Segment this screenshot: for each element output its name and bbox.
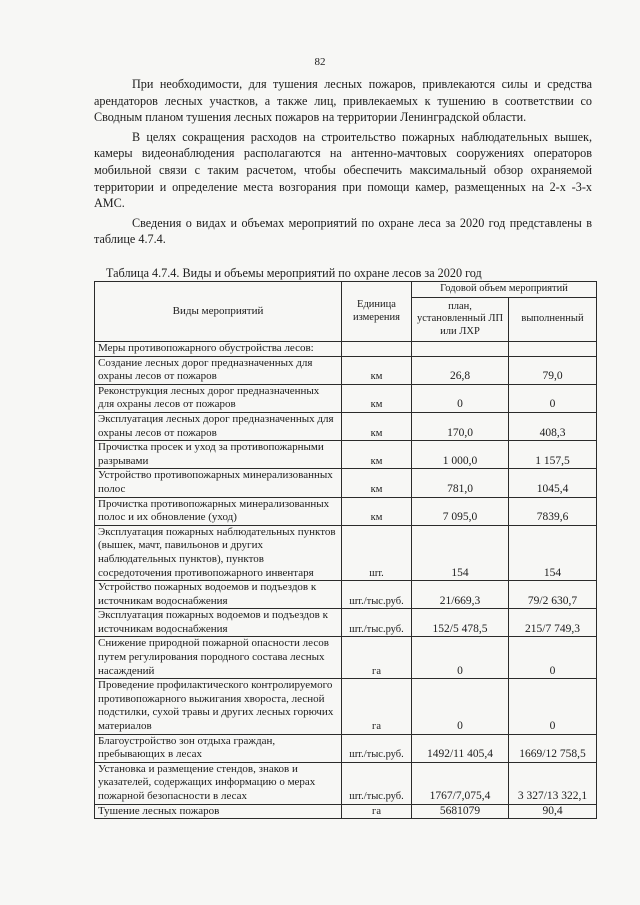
body-text bbox=[94, 76, 592, 251]
activity-name: Прочистка противопожарных минерализованных полос и их обновление (уход) bbox=[95, 497, 342, 525]
plan-value: 5681079 bbox=[412, 804, 509, 819]
unit-cell: шт./тыс.руб. bbox=[342, 581, 412, 609]
activity-name: Снижение природной пожарной опасности лесов путем регулирования породного состава лесных насаждений bbox=[95, 637, 342, 679]
activity-name: Установка и размещение стендов, знаков и указателей, содержащих информацию о мерах пожарной безопасности в лесах bbox=[95, 762, 342, 804]
unit-cell: га bbox=[342, 637, 412, 679]
plan-value: 170,0 bbox=[412, 412, 509, 440]
paragraph: Сведения о видах и объемах мероприятий по охране леса за 2020 год представлены в таблице 4.7.4. bbox=[94, 215, 592, 247]
header-unit: Единица измерения bbox=[342, 282, 412, 342]
table-body bbox=[95, 342, 597, 819]
unit-cell: км bbox=[342, 497, 412, 525]
unit-cell: га bbox=[342, 679, 412, 734]
table-row bbox=[95, 679, 597, 734]
done-value: 154 bbox=[509, 525, 597, 580]
unit-cell: шт./тыс.руб. bbox=[342, 609, 412, 637]
done-value: 7839,6 bbox=[509, 497, 597, 525]
activity-name: Реконструкция лесных дорог предназначенных для охраны лесов от пожаров bbox=[95, 384, 342, 412]
measures-table bbox=[94, 281, 597, 819]
activity-name: Проведение профилактического контролируемого противопожарного выжигания хвороста, лесной подстилки, сухой травы и других лесных горючих материалов bbox=[95, 679, 342, 734]
unit-cell: км bbox=[342, 469, 412, 497]
table-caption: Таблица 4.7.4. Виды и объемы мероприятий по охране лесов за 2020 год bbox=[106, 266, 482, 280]
table-row bbox=[95, 497, 597, 525]
plan-value: 1492/11 405,4 bbox=[412, 734, 509, 762]
table-row bbox=[95, 637, 597, 679]
unit-cell: км bbox=[342, 384, 412, 412]
table-row bbox=[95, 609, 597, 637]
header-plan: план, установленный ЛП или ЛХР bbox=[412, 298, 509, 342]
table-row bbox=[95, 441, 597, 469]
plan-value: 0 bbox=[412, 679, 509, 734]
unit-cell: га bbox=[342, 804, 412, 819]
unit-cell: км bbox=[342, 412, 412, 440]
table-row bbox=[95, 356, 597, 384]
activity-name: Эксплуатация лесных дорог предназначенных для охраны лесов от пожаров bbox=[95, 412, 342, 440]
done-value: 0 bbox=[509, 637, 597, 679]
plan-value: 7 095,0 bbox=[412, 497, 509, 525]
done-value: 408,3 bbox=[509, 412, 597, 440]
done-value: 79/2 630,7 bbox=[509, 581, 597, 609]
plan-value: 0 bbox=[412, 384, 509, 412]
done-value: 79,0 bbox=[509, 356, 597, 384]
table-row bbox=[95, 412, 597, 440]
activity-name: Тушение лесных пожаров bbox=[95, 804, 342, 819]
paragraph: При необходимости, для тушения лесных пожаров, привлекаются силы и средства арендаторов лесных участков, а также лиц, привлекаемых к тушению в соответствии со Сводным планом тушения лесных пожаров на территории Ленинградской области. bbox=[94, 77, 592, 125]
table-row bbox=[95, 469, 597, 497]
section-title: Меры противопожарного обустройства лесов: bbox=[95, 342, 342, 357]
page-number: 82 bbox=[314, 56, 326, 68]
done-value: 1045,4 bbox=[509, 469, 597, 497]
header-done: выполненный bbox=[509, 298, 597, 342]
activity-name: Эксплуатация пожарных наблюдательных пунктов (вышек, мачт, павильонов и других наблюдательных пунктов), пунктов сосредоточения противопожарного инвентаря bbox=[95, 525, 342, 580]
table-row bbox=[95, 804, 597, 819]
plan-value: 0 bbox=[412, 637, 509, 679]
header-activity-type: Виды мероприятий bbox=[95, 282, 342, 342]
plan-value: 1767/7,075,4 bbox=[412, 762, 509, 804]
header-annual-volume: Годовой объем мероприятий bbox=[412, 282, 597, 298]
done-value: 0 bbox=[509, 679, 597, 734]
activity-name: Устройство пожарных водоемов и подъездов к источникам водоснабжения bbox=[95, 581, 342, 609]
activity-name: Создание лесных дорог предназначенных для охраны лесов от пожаров bbox=[95, 356, 342, 384]
activity-name: Эксплуатация пожарных водоемов и подъездов к источникам водоснабжения bbox=[95, 609, 342, 637]
unit-cell: шт./тыс.руб. bbox=[342, 762, 412, 804]
activity-name: Прочистка просек и уход за противопожарными разрывами bbox=[95, 441, 342, 469]
table-row bbox=[95, 734, 597, 762]
plan-value: 1 000,0 bbox=[412, 441, 509, 469]
plan-value: 154 bbox=[412, 525, 509, 580]
activity-name: Устройство противопожарных минерализованных полос bbox=[95, 469, 342, 497]
done-value: 1 157,5 bbox=[509, 441, 597, 469]
unit-cell: шт. bbox=[342, 525, 412, 580]
table-row bbox=[95, 384, 597, 412]
done-value: 1669/12 758,5 bbox=[509, 734, 597, 762]
unit-cell: км bbox=[342, 356, 412, 384]
plan-value: 781,0 bbox=[412, 469, 509, 497]
table-row bbox=[95, 762, 597, 804]
done-value: 90,4 bbox=[509, 804, 597, 819]
plan-value: 21/669,3 bbox=[412, 581, 509, 609]
plan-value: 26,8 bbox=[412, 356, 509, 384]
table-row bbox=[95, 581, 597, 609]
done-value: 3 327/13 322,1 bbox=[509, 762, 597, 804]
paragraph: В целях сокращения расходов на строительство пожарных наблюдательных вышек, камеры видеонаблюдения располагаются на антенно-мачтовых сооружениях операторов мобильной связи с таким расчетом, чтобы обеспечить максимальный обзор охраняемой территории и определение места возгорания при помощи камер, размещенных на 2-х -3-х АМС. bbox=[94, 129, 592, 211]
plan-value: 152/5 478,5 bbox=[412, 609, 509, 637]
unit-cell: шт./тыс.руб. bbox=[342, 734, 412, 762]
done-value: 0 bbox=[509, 384, 597, 412]
unit-cell: км bbox=[342, 441, 412, 469]
table-row bbox=[95, 525, 597, 580]
section-row bbox=[95, 342, 597, 357]
done-value: 215/7 749,3 bbox=[509, 609, 597, 637]
activity-name: Благоустройство зон отдыха граждан, пребывающих в лесах bbox=[95, 734, 342, 762]
